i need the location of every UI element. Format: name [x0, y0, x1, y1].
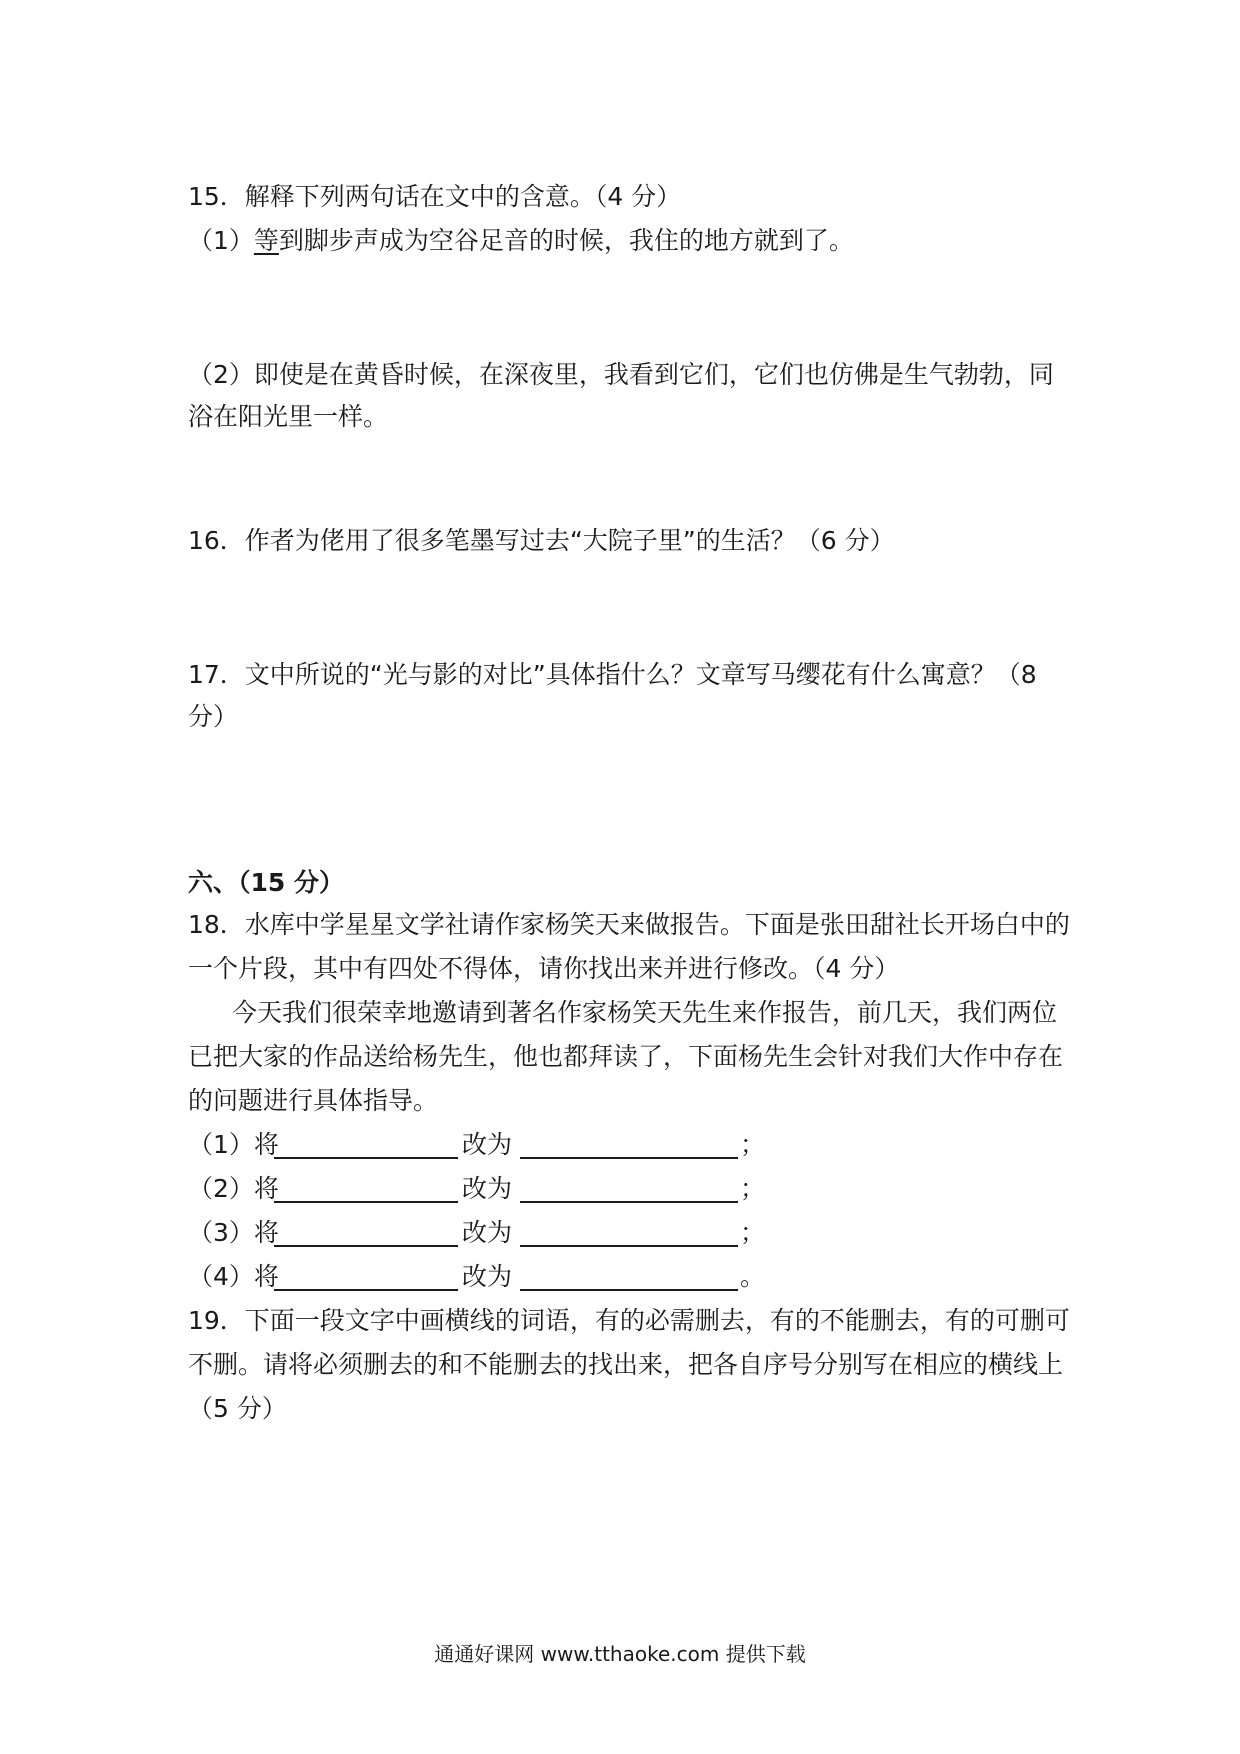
answer-blank-original[interactable]: [274, 1157, 458, 1159]
section-6-heading: 六、（15 分）: [188, 868, 344, 897]
answer-blank-original[interactable]: [274, 1245, 458, 1247]
answer-row-change-to: 改为: [462, 1174, 513, 1203]
answer-row-end: ；: [740, 1218, 766, 1247]
answer-blank-revised[interactable]: [520, 1289, 738, 1291]
answer-blank-revised[interactable]: [520, 1245, 738, 1247]
q18-passage-line-1: 今天我们很荣幸地邀请到著名作家杨笑天先生来作报告，前几天，我们两位: [232, 998, 1058, 1027]
q18-passage-line-3: 的问题进行具体指导。: [188, 1086, 439, 1115]
answer-row-end: ；: [740, 1174, 766, 1203]
answer-row-number: （1）将: [188, 1130, 279, 1159]
answer-row-change-to: 改为: [462, 1218, 513, 1247]
answer-row-end: ；: [740, 1130, 766, 1159]
q17-line-2: 分）: [188, 702, 239, 731]
q16-title: 16．作者为佬用了很多笔墨写过去“大院子里”的生活？（6 分）: [188, 526, 895, 555]
q15-sentence-1: [188, 224, 854, 258]
answer-row-number: （4）将: [188, 1262, 279, 1291]
page-footer: 通通好课网 www.tthaoke.com 提供下载: [434, 1642, 806, 1666]
q15-s1-rest: 到脚步声成为空谷足音的时候，我住的地方就到了。: [278, 226, 854, 255]
answer-blank-original[interactable]: [274, 1201, 458, 1203]
q15-s1-marked-char: 等: [253, 226, 279, 255]
answer-row-change-to: 改为: [462, 1130, 513, 1159]
answer-row-number: （2）将: [188, 1174, 279, 1203]
q18-passage-line-2: 已把大家的作品送给杨先生，他也都拜读了，下面杨先生会针对我们大作中存在: [188, 1042, 1064, 1071]
q19-line-3: （5 分）: [188, 1394, 287, 1423]
q15-sentence-2-line-2: 浴在阳光里一样。: [188, 402, 389, 431]
answer-row-number: （3）将: [188, 1218, 279, 1247]
q19-line-2: 不删。请将必须删去的和不能删去的找出来，把各自序号分别写在相应的横线上: [188, 1350, 1064, 1379]
answer-row-change-to: 改为: [462, 1262, 513, 1291]
q18-line-2: 一个片段，其中有四处不得体，请你找出来并进行修改。（4 分）: [188, 954, 900, 983]
q19-line-1: 19．下面一段文字中画横线的词语，有的必需删去，有的不能删去，有的可删可: [188, 1306, 1070, 1335]
q15-s1-prefix: （1）: [188, 226, 254, 255]
answer-row-end: 。: [740, 1262, 766, 1291]
answer-blank-revised[interactable]: [520, 1201, 738, 1203]
answer-blank-original[interactable]: [274, 1289, 458, 1291]
q15-title: 15．解释下列两句话在文中的含意。（4 分）: [188, 182, 682, 211]
q18-line-1: 18．水库中学星星文学社请作家杨笑天来做报告。下面是张田甜社长开场白中的: [188, 910, 1070, 939]
q15-sentence-2-line-1: （2）即使是在黄昏时候，在深夜里，我看到它们，它们也仿佛是生气勃勃，同: [188, 360, 1054, 389]
q17-line-1: 17．文中所说的“光与影的对比”具体指什么？文章写马缨花有什么寓意？（8: [188, 660, 1037, 689]
answer-blank-revised[interactable]: [520, 1157, 738, 1159]
